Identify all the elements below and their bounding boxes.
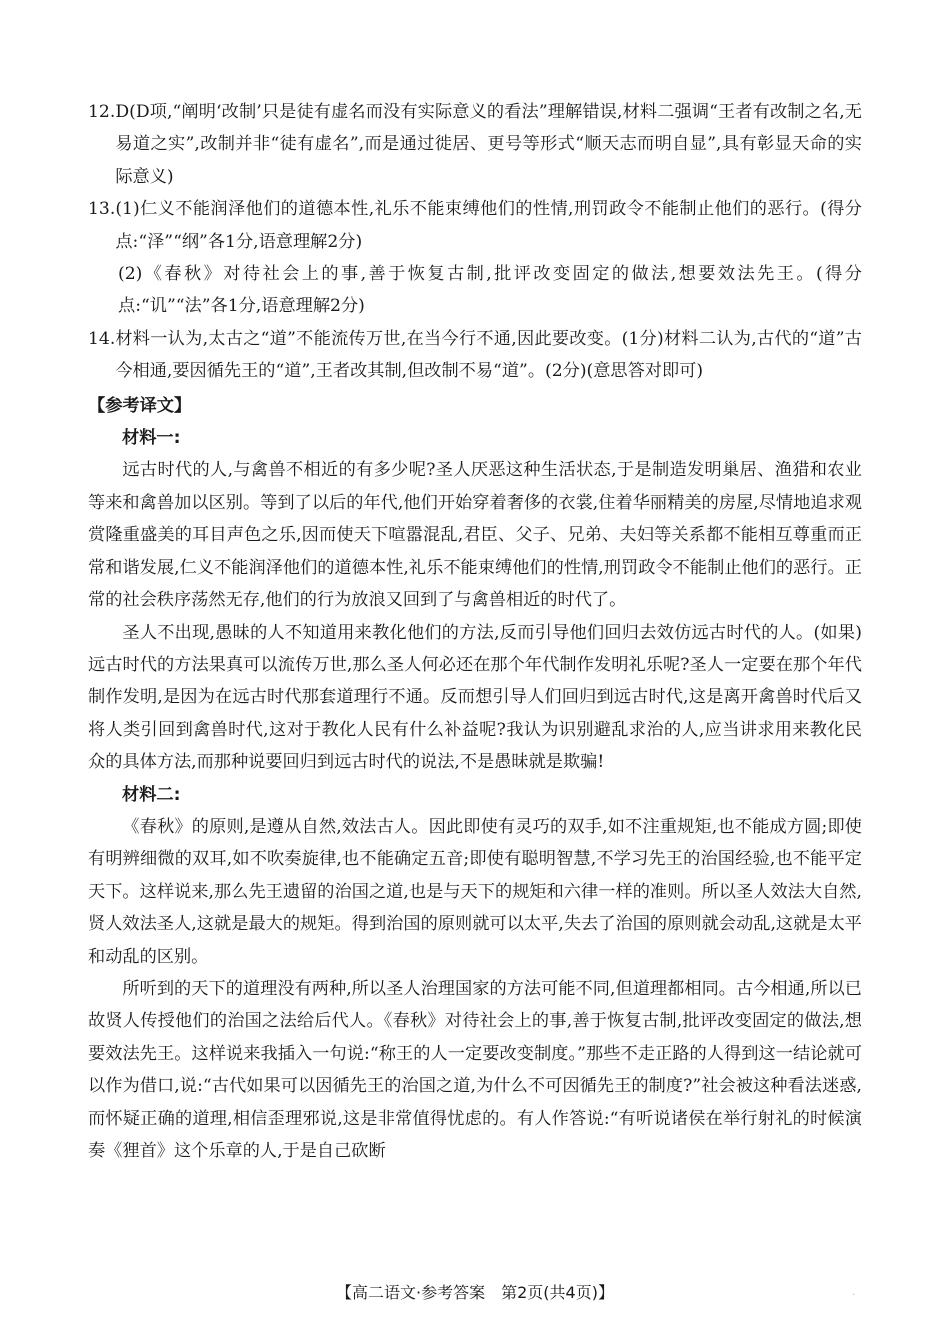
answer-13 — [88, 193, 862, 258]
answer-number: 14. — [88, 328, 116, 349]
material-1-title: 材料一: — [122, 428, 181, 449]
translation-heading: 【参考译文】 — [88, 395, 192, 416]
material-1-paragraph: 远古时代的人,与禽兽不相近的有多少呢?圣人厌恶这种生活状态,于是制造发明巢居、渔猎和农业等来和禽兽加以区别。等到了以后的年代,他们开始穿着奢侈的衣裳,住着华丽精美的房屋,尽情地追求观赏隆重盛美的耳目声色之乐,因而使天下喧嚣混乱,君臣、父子、兄弟、夫妇等关系都不能相互尊重而正常和谐发展,仁义不能润泽他们的道德本性,礼乐不能束缚他们的性情,刑罚政令不能制止他们的恶行。正常的社会秩序荡然无存,他们的行为放浪又回到了与禽兽相近的时代了。 — [88, 460, 862, 611]
material-2-title: 材料二: — [122, 784, 181, 805]
answer-number: 13. — [88, 199, 116, 220]
answer-text: (1)仁义不能润泽他们的道德本性,礼乐不能束缚他们的性情,刑罚政令不能制止他们的恶行。(得分点:“泽”“纲”各1分,语意理解2分) — [115, 199, 862, 252]
answer-page — [88, 96, 862, 1167]
material-2-paragraph: 《春秋》的原则,是遵从自然,效法古人。因此即使有灵巧的双手,如不注重规矩,也不能成方圆;即使有明辨细微的双耳,如不吹奏旋律,也不能确定五音;即使有聪明智慧,不学习先王的治国经验,也不能平定天下。这样说来,那么先王遗留的治国之道,也是与天下的规矩和六律一样的准则。所以圣人效法大自然,贤人效法圣人,这就是最大的规矩。得到治国的原则就可以太平,失去了治国的原则就会动乱,这就是太平和动乱的区别。 — [88, 816, 862, 967]
material-2-paragraph: 所听到的天下的道理没有两种,所以圣人治理国家的方法可能不同,但道理都相同。古今相通,所以已故贤人传授他们的治国之法给后代人。《春秋》对待社会上的事,善于恢复古制,批评改变固定的做法,想要效法先王。这样说来我插入一句说:“称王的人一定要改变制度。”那些不走正路的人得到这一结论就可以作为借口,说:“古代如果可以因循先王的治国之道,为什么不可因循先王的制度?”社会被这种看法迷惑,而怀疑正确的道理,相信歪理邪说,这是非常值得忧虑的。有人作答说:“有听说诸侯在举行射礼的时候演奏《狸首》这个乐章的人,于是自己砍断 — [88, 978, 862, 1161]
answer-text: 材料一认为,太古之“道”不能流传万世,在当今行不通,因此要改变。(1分)材料二认为,古代的“道”古今相通,要因循先王的“道”,王者改其制,但改制不易“道”。(2分)(意思答对即可) — [115, 328, 862, 382]
answer-14 — [88, 323, 862, 388]
page-footer: 【高二语文·参考答案 第2页(共4页)】 — [336, 1283, 614, 1302]
answer-text: D(D项,“阐明‘改制’只是徒有虚名而没有实际意义的看法”理解错误,材料二强调“王者有改制之名,无易道之实”,改制并非“徒有虚名”,而是通过徙居、更号等形式“顺天志而明自显”,具有彰显天命的实际意义) — [115, 102, 862, 187]
material-1-paragraph: 圣人不出现,愚昧的人不知道用来教化他们的方法,反而引导他们回归去效仿远古时代的人。(如果)远古时代的方法果真可以流传万世,那么圣人何必还在那个年代制作发明礼乐呢?圣人一定要在那个年代制作发明,是因为在远古时代那套道理行不通。反而想引导人们回归到远古时代,这是离开禽兽时代后又将人类引回到禽兽时代,这对于教化人民有什么补益呢?我认为识别避乱求治的人,应当讲求用来教化民众的具体方法,而那种说要回归到远古时代的说法,不是愚昧就是欺骗! — [88, 622, 862, 773]
footer-mark: · — [852, 1290, 856, 1301]
answer-12 — [88, 96, 862, 193]
answer-number: 12. — [88, 102, 116, 122]
answer-13-part-2: (2)《春秋》对待社会上的事,善于恢复古制,批评改变固定的做法,想要效法先王。(得分点:“讥”“法”各1分,语意理解2分) — [118, 264, 862, 317]
